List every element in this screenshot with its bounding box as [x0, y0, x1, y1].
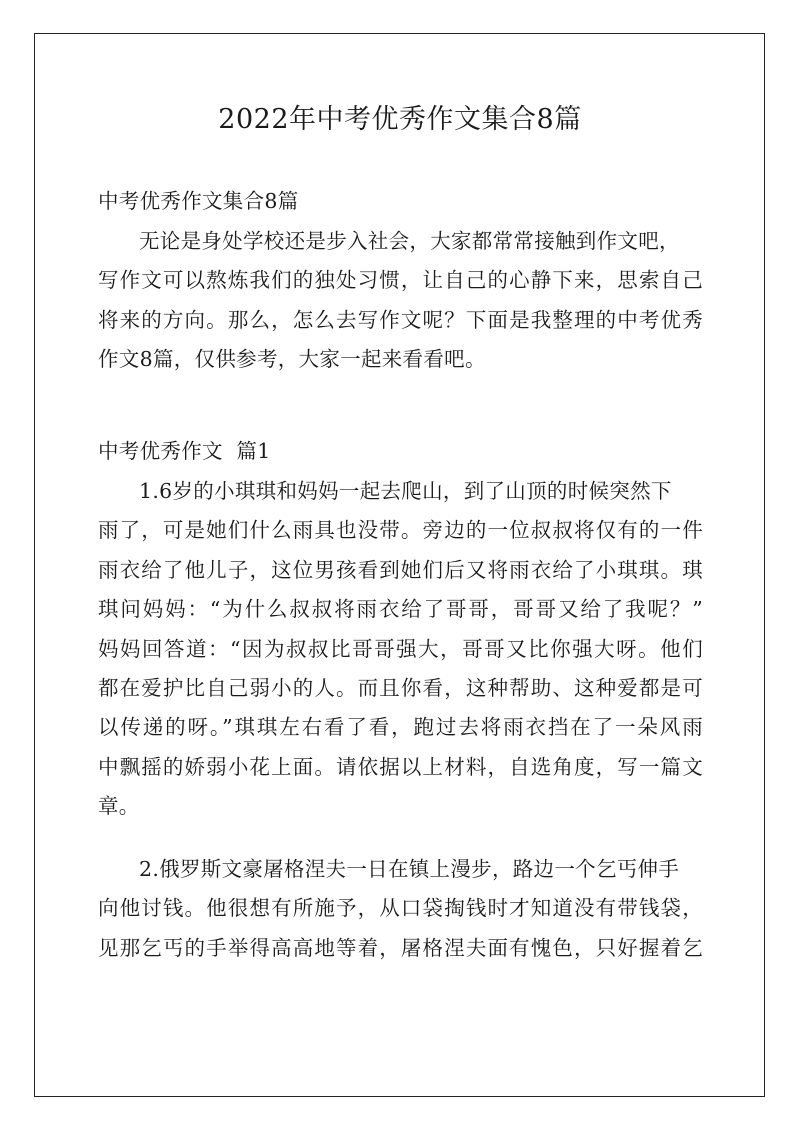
- paragraph-line: 1.6岁的小琪琪和妈妈一起去爬山，到了山顶的时候突然下: [139, 479, 672, 503]
- intro-paragraph: [98, 222, 703, 380]
- intro-line: 作文8篇，仅供参考，大家一起来看看吧。: [98, 347, 486, 372]
- paragraph-line: 雨了，可是她们什么雨具也没带。旁边的一位叔叔将仅有的一件: [98, 518, 703, 543]
- section-heading: 中考优秀作文 篇1: [98, 439, 271, 463]
- paragraph-line: 2.俄罗斯文豪屠格涅夫一日在镇上漫步，路边一个乞丐伸手: [139, 857, 680, 881]
- intro-line: 将来的方向。那么，怎么去写作文呢？下面是我整理的中考优秀: [98, 307, 703, 332]
- paragraph-line: 琪问妈妈：“为什么叔叔将雨衣给了哥哥，哥哥又给了我呢？”: [98, 597, 703, 622]
- intro-line: 写作文可以熬炼我们的独处习惯，让自己的心静下来，思索自己: [98, 268, 703, 293]
- paragraph-line: 都在爱护比自己弱小的人。而且你看，这种帮助、这种爱都是可: [98, 676, 703, 701]
- paragraph-line: 向他讨钱。他很想有所施予，从口袋掏钱时才知道没有带钱袋，: [98, 896, 703, 921]
- paragraph-1: [98, 472, 703, 827]
- paragraph-line: 见那乞丐的手举得高高地等着，屠格涅夫面有愧色，只好握着乞: [98, 935, 703, 960]
- paragraph-line: 雨衣给了他儿子，这位男孩看到她们后又将雨衣给了小琪琪。琪: [98, 557, 703, 582]
- document-title: 2022年中考优秀作文集合8篇: [218, 104, 582, 135]
- paragraph-line: 章。: [98, 794, 140, 819]
- paragraph-line: 妈妈回答道：“因为叔叔比哥哥强大，哥哥又比你强大呀。他们: [98, 636, 703, 661]
- intro-line: 无论是身处学校还是步入社会，大家都常常接触到作文吧，: [139, 229, 680, 253]
- document-subtitle: 中考优秀作文集合8篇: [98, 189, 299, 213]
- paragraph-line: 以传递的呀。”琪琪左右看了看，跑过去将雨衣挡在了一朵风雨: [98, 715, 703, 740]
- paragraph-line: 中飘摇的娇弱小花上面。请依据以上材料，自选角度，写一篇文: [98, 754, 703, 779]
- paragraph-2: [98, 850, 703, 968]
